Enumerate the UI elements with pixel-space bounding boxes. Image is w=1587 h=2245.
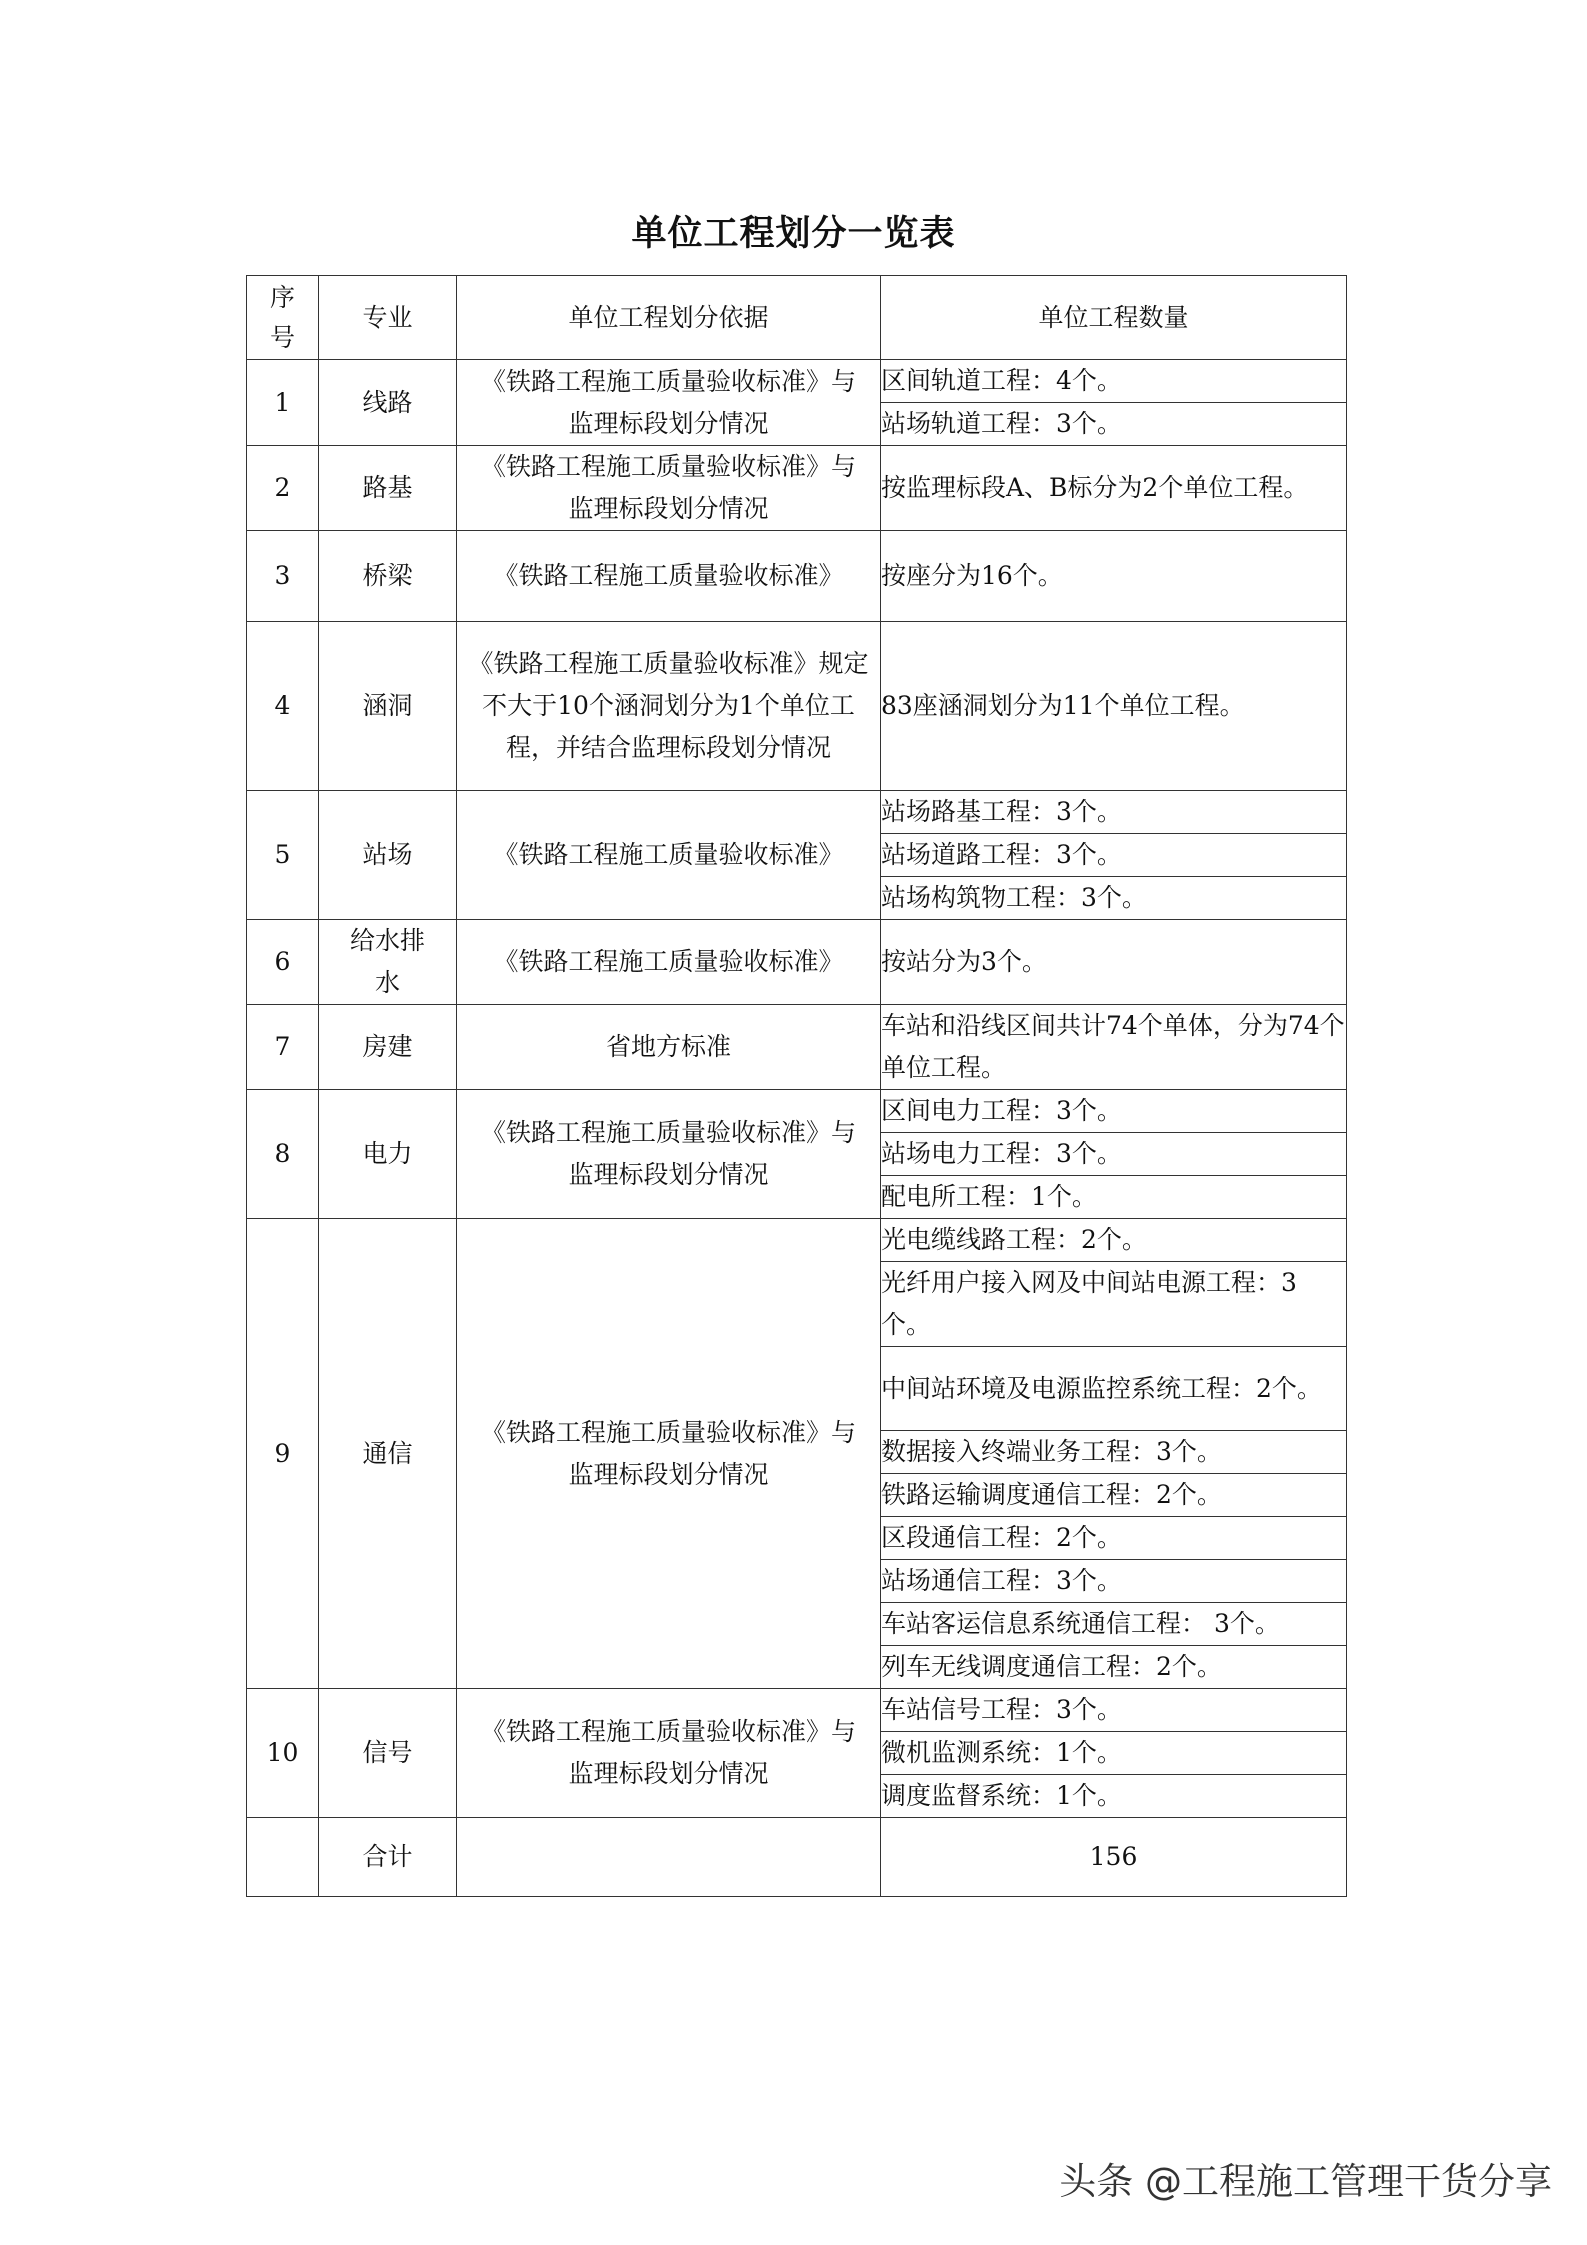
row-basis: 《铁路工程施工质量验收标准》 <box>457 791 881 920</box>
row-basis: 《铁路工程施工质量验收标准》 <box>457 920 881 1005</box>
count-item: 微机监测系统：1个。 <box>881 1732 1347 1775</box>
count-item: 光纤用户接入网及中间站电源工程：3个。 <box>881 1262 1347 1347</box>
row-basis <box>457 1090 881 1219</box>
header-basis: 单位工程划分依据 <box>457 276 881 360</box>
row-seq: 2 <box>247 446 319 531</box>
count-item: 按监理标段A、B标分为2个单位工程。 <box>881 446 1347 531</box>
count-item: 站场道路工程：3个。 <box>881 834 1347 877</box>
count-item: 站场通信工程：3个。 <box>881 1560 1347 1603</box>
count-item: 光电缆线路工程：2个。 <box>881 1219 1347 1262</box>
count-item: 车站信号工程：3个。 <box>881 1689 1347 1732</box>
table-row <box>247 1689 1347 1732</box>
basis-text: 《铁路工程施工质量验收标准》与监理标段划分情况 <box>480 1417 856 1489</box>
basis-text: 《铁路工程施工质量验收标准》与监理标段划分情况 <box>480 1118 856 1189</box>
row-major: 路基 <box>319 446 457 531</box>
count-item: 区段通信工程：2个。 <box>881 1517 1347 1560</box>
row-major: 电力 <box>319 1090 457 1219</box>
total-seq <box>247 1818 319 1897</box>
row-basis: 《铁路工程施工质量验收标准》 <box>457 531 881 622</box>
row-basis <box>457 1219 881 1689</box>
table-row <box>247 1005 1347 1090</box>
header-count: 单位工程数量 <box>881 276 1347 360</box>
count-item: 站场路基工程：3个。 <box>881 791 1347 834</box>
count-item: 按座分为16个。 <box>881 531 1347 622</box>
header-row <box>247 276 1347 360</box>
page-title: 单位工程划分一览表 <box>631 214 956 254</box>
table-row <box>247 360 1347 403</box>
table-row <box>247 791 1347 834</box>
count-item: 站场电力工程：3个。 <box>881 1133 1347 1176</box>
row-basis: 省地方标准 <box>457 1005 881 1090</box>
count-item: 调度监督系统：1个。 <box>881 1775 1347 1818</box>
count-item: 区间电力工程：3个。 <box>881 1090 1347 1133</box>
table-row <box>247 622 1347 791</box>
row-seq: 3 <box>247 531 319 622</box>
total-basis <box>457 1818 881 1897</box>
count-item: 区间轨道工程：4个。 <box>881 360 1347 403</box>
row-basis <box>457 360 881 446</box>
row-basis <box>457 1689 881 1818</box>
row-basis <box>457 622 881 791</box>
count-item: 站场构筑物工程：3个。 <box>881 877 1347 920</box>
row-seq: 8 <box>247 1090 319 1219</box>
row-major <box>319 920 457 1005</box>
table-row <box>247 446 1347 531</box>
count-item: 铁路运输调度通信工程：2个。 <box>881 1474 1347 1517</box>
basis-text: 《铁路工程施工质量验收标准》与监理标段划分情况 <box>480 1717 856 1788</box>
total-row <box>247 1818 1347 1897</box>
table-row <box>247 1219 1347 1262</box>
major-text: 给水排水 <box>349 926 425 997</box>
row-major: 房建 <box>319 1005 457 1090</box>
basis-text: 《铁路工程施工质量验收标准》规定不大于10个涵洞划分为1个单位工程，并结合监理标段划分情况 <box>468 649 869 762</box>
row-seq: 5 <box>247 791 319 920</box>
total-label: 合计 <box>319 1818 457 1897</box>
watermark: 头条 @工程施工管理干货分享 <box>1059 2160 1552 2203</box>
total-value: 156 <box>881 1818 1347 1897</box>
header-seq-label: 序号 <box>269 282 295 352</box>
row-seq: 4 <box>247 622 319 791</box>
row-major: 站场 <box>319 791 457 920</box>
count-item: 站场轨道工程：3个。 <box>881 403 1347 446</box>
row-seq: 6 <box>247 920 319 1005</box>
count-item: 配电所工程：1个。 <box>881 1176 1347 1219</box>
count-item: 83座涵洞划分为11个单位工程。 <box>881 622 1347 791</box>
basis-text: 《铁路工程施工质量验收标准》与监理标段划分情况 <box>480 366 856 438</box>
count-item: 按站分为3个。 <box>881 920 1347 1005</box>
header-seq <box>247 276 319 360</box>
row-major: 涵洞 <box>319 622 457 791</box>
row-major: 线路 <box>319 360 457 446</box>
header-major: 专业 <box>319 276 457 360</box>
row-seq: 10 <box>247 1689 319 1818</box>
row-major: 信号 <box>319 1689 457 1818</box>
count-item: 中间站环境及电源监控系统工程：2个。 <box>881 1347 1347 1431</box>
unit-division-table <box>246 275 1347 1897</box>
count-item: 车站客运信息系统通信工程： 3个。 <box>881 1603 1347 1646</box>
row-major: 桥梁 <box>319 531 457 622</box>
table-row <box>247 1090 1347 1133</box>
count-item: 车站和沿线区间共计74个单体，分为74个单位工程。 <box>881 1005 1347 1090</box>
count-item: 数据接入终端业务工程：3个。 <box>881 1431 1347 1474</box>
row-basis <box>457 446 881 531</box>
basis-text: 《铁路工程施工质量验收标准》与监理标段划分情况 <box>480 452 856 523</box>
table-row <box>247 531 1347 622</box>
row-seq: 9 <box>247 1219 319 1689</box>
table-row <box>247 920 1347 1005</box>
row-seq: 7 <box>247 1005 319 1090</box>
row-major: 通信 <box>319 1219 457 1689</box>
row-seq: 1 <box>247 360 319 446</box>
count-item: 列车无线调度通信工程：2个。 <box>881 1646 1347 1689</box>
